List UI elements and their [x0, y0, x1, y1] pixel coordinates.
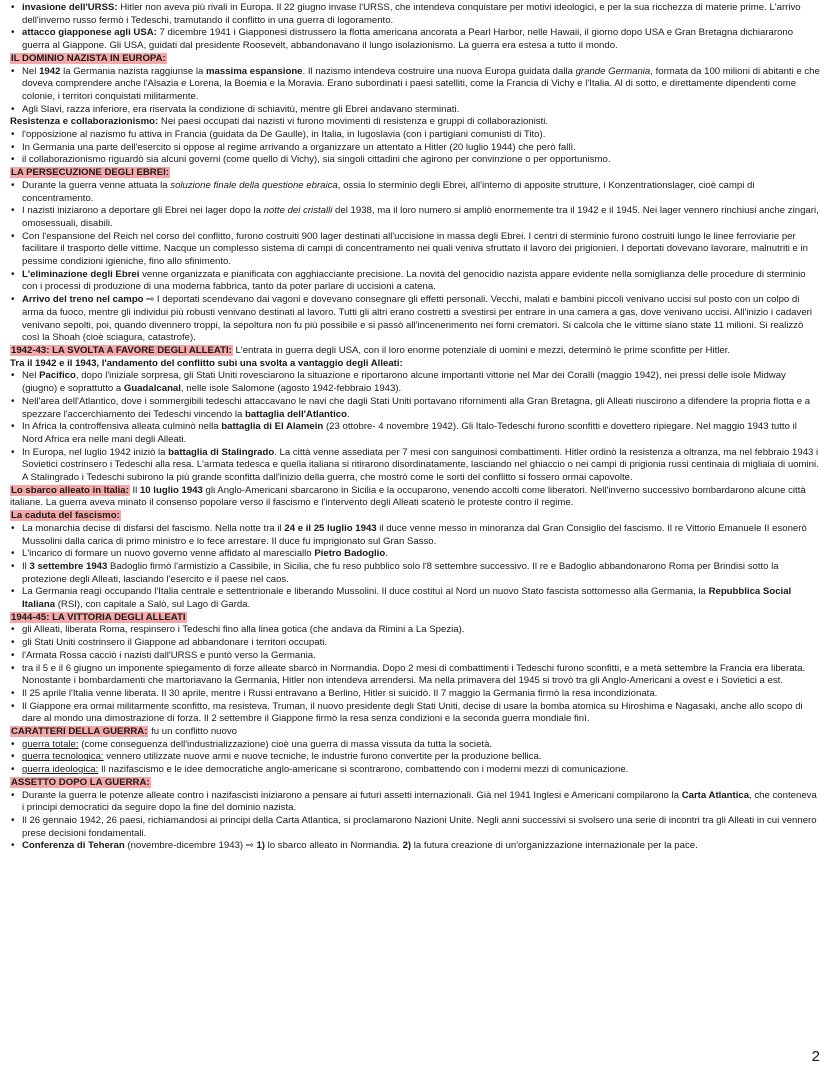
text-run: (novembre-dicembre 1943) ⇨ — [124, 840, 257, 852]
bullet-item-p18 — [10, 421, 820, 446]
bullet-item-p29 — [10, 688, 820, 701]
bullet-item-p35 — [10, 815, 820, 840]
text-run: I nazisti iniziarono a deportare gli Ebrei nei lager dopo la — [22, 205, 264, 217]
bullet-item-p9 — [10, 180, 820, 205]
text-run: il duce venne messo in minoranza dal Gran Consiglio del fascismo. Il re Vittorio Emanuele II esonerò Mussolini dalla carica di primo ministro e lo fece arrestare. Il duce fu imprigionato sul Gran Sasso. — [22, 522, 807, 547]
paragraph-h5 — [10, 726, 820, 739]
text-run: , formata da 100 milioni di abitanti e che doveva comprendere anche l'Alsazia e Lorena, la Boemia e la Moravia. Erano subordinati i paesi satelliti, come la Francia di Vichy e l'Italia. Al di sotto, e direttamente dipendenti come colonie, i territori conquistati militarmente. — [22, 65, 820, 102]
paragraph-h1 — [10, 53, 820, 66]
bullet-item-p8 — [10, 154, 820, 167]
text-run: 7 dicembre 1941 i Giapponesi distrussero la flotta americana ancorata a Pearl Harbor, nelle Hawaii, il giorno dopo USA e Gran Bretagna dichiararono guerra al Giappone. Gli USA, guidati dal presidente Roosevelt, abbandonavano il lungo isolazionismo. La guerra era estesa a tutto il mondo. — [22, 27, 794, 52]
text-run: . — [385, 548, 388, 560]
underlined-term: guerra ideologica: — [22, 764, 99, 776]
bold-text: Guadalcanal — [123, 383, 181, 395]
text-run: Il 25 aprile l'Italia venne liberata. Il 30 aprile, mentre i Russi entravano a Berlino, Hitler si suicidò. Il 7 maggio la Germania firmò la resa incondizionata. — [22, 687, 658, 699]
text-run: , dopo l'iniziale sorpresa, gli Stati Uniti rovesciarono la situazione e riportarono alcune importanti vittorie nel Mar dei Coralli (maggio 1942), nei pressi delle isole Midway (giugno) e soprattutto a — [22, 370, 786, 395]
bullet-item-p17 — [10, 396, 820, 421]
text-run: fu un conflitto nuovo — [148, 726, 237, 738]
bullet-item-p11 — [10, 231, 820, 269]
highlighted-heading: ASSETTO DOPO LA GUERRA: — [11, 776, 150, 788]
bold-text: 24 e il 25 luglio 1943 — [284, 522, 377, 534]
paragraph-h4 — [10, 612, 820, 625]
bullet-item-p30 — [10, 701, 820, 726]
bold-text: Carta Atlantica — [681, 789, 750, 801]
text-run: , ossia lo sterminio degli Ebrei, all'interno di apposite strutture, i Konzentrationslager, cioè campi di concentramento. — [22, 179, 755, 204]
text-run: Il 26 gennaio 1942, 26 paesi, richiamandosi ai principi della Carta Atlantica, si proclamarono Nazioni Unite. Negli anni successivi si svolsero una serie di incontri tra gli Alleati in cui vennero prese decisioni fondamentali. — [22, 815, 817, 839]
text-run: ⇨ I deportati scendevano dai vagoni e dovevano consegnare gli effetti personali. Vecchi, malati e bambini piccoli venivano uccisi sul posto con un colpo di arma da fuoco, mentre gli individui più robusti venivano destinati al lavoro. Tutti gli altri erano costretti a svestirsi per entrare in una camera a gas, dove venivano uccisi. All'inizio i cadaveri venivano sepolti, poi, quando divennero troppi, la sepoltura non fu più possibile e si passò all'incenerimento nei forni crematori. Si calcola che le vittime siano state 11 milioni. Si realizzò così la Shoah (cioè sciagura, catastrofe). — [22, 294, 812, 344]
bullet-item-p24 — [10, 586, 820, 611]
bullet-item-p7 — [10, 142, 820, 155]
bullet-item-p16 — [10, 370, 820, 395]
italic-text: notte dei cristalli — [263, 205, 333, 217]
page-number: 2 — [811, 1048, 820, 1065]
bullet-item-p6 — [10, 129, 820, 142]
bold-text: 1) — [256, 840, 265, 852]
bold-text: battaglia di Stalingrado — [168, 446, 275, 458]
highlighted-heading: Lo sbarco alleato in Italia: — [11, 484, 129, 496]
bold-text: Tra il 1942 e il 1943, l'andamento del conflitto subì una svolta a vantaggio degli Alleati: — [10, 357, 403, 369]
text-run: Il Giappone era ormai militarmente sconfitto, ma resisteva. Truman, il nuovo presidente degli Stati Uniti, decise di usare la bomba atomica su Hiroshima e Nagasaki, anche allo scopo di dare al mondo una dimostrazione di forza. Il 2 settembre il Giappone firmò la resa senza condizioni e la seconda guerra mondiale finì. — [22, 700, 803, 725]
bold-text: battaglia dell'Atlantico — [244, 408, 347, 420]
text-run: gli Alleati, liberata Roma, respinsero i Tedeschi fino alla linea gotica (che andava da Rimini a La Spezia). — [22, 624, 465, 636]
text-run: venne organizzata e pianificata con agghiacciante precisione. La novità del genocidio nazista appare evidente nella somiglianza delle procedure di sterminio con i processi di produzione di una moderna fabbrica, tanto da poter parlare di uccisioni a catena. — [22, 268, 806, 293]
bullet-item-p12 — [10, 269, 820, 294]
bold-text: Repubblica Social Italiana — [22, 586, 792, 611]
bullet-item-p27 — [10, 650, 820, 663]
bullet-item-p21 — [10, 523, 820, 548]
underlined-term: guerra tecnologica: — [22, 751, 104, 763]
bold-text: battaglia di El Alamein — [221, 421, 324, 433]
text-run: (RSI), con capitale a Salò, sul Lago di Garda. — [55, 599, 251, 611]
bold-text: massima espansione — [206, 65, 303, 77]
bullet-item-p4 — [10, 104, 820, 117]
highlighted-heading: 1942-43: LA SVOLTA A FAVORE DEGLI ALLEATI: — [11, 344, 232, 356]
text-run: Il nazifascismo e le idee democratiche anglo-americane si scontrarono, combattendo con i moderni mezzi di comunicazione. — [98, 764, 629, 776]
bold-text: 10 luglio 1943 — [139, 484, 203, 496]
bullet-item-p31 — [10, 739, 820, 752]
bullet-item-p19 — [10, 447, 820, 485]
bold-text: invasione dell'URSS: — [22, 2, 118, 13]
bullet-item-p23 — [10, 561, 820, 586]
text-run: il collaborazionismo riguardò sia alcuni governi (come quello di Vichy), sia singoli cittadini che agirono per convinzione o per opportunismo. — [22, 154, 611, 166]
paragraph-h3 — [10, 510, 820, 523]
bold-text: Resistenza e collaborazionismo: — [10, 116, 159, 128]
bullet-item-p13 — [10, 294, 820, 345]
bold-text: 1942 — [39, 65, 61, 77]
bold-text: L'eliminazione degli Ebrei — [22, 268, 140, 280]
text-run: Nei paesi occupati dai nazisti vi furono movimenti di resistenza e gruppi di collaborazionisti. — [158, 116, 549, 128]
bullet-item-p22 — [10, 548, 820, 561]
bullet-item-p26 — [10, 637, 820, 650]
bullet-item-p33 — [10, 764, 820, 777]
paragraph-p20 — [10, 485, 820, 510]
text-run: , che conteneva i principi democratici da seguire dopo la fine del dominio nazista. — [22, 789, 817, 814]
text-run: l'Armata Rossa cacciò i nazisti dall'URSS e puntò verso la Germania. — [22, 649, 316, 661]
text-run: Nel — [22, 65, 40, 77]
bullet-item-p3 — [10, 66, 820, 104]
paragraph-p15 — [10, 358, 820, 371]
text-run: , nelle isole Salomone (agosto 1942-febbraio 1943). — [180, 383, 402, 395]
bullet-item-p36 — [10, 840, 820, 853]
highlighted-heading: La caduta del fascismo: — [11, 510, 120, 522]
italic-text: soluzione finale della questione ebraica — [170, 179, 338, 191]
bold-text: Pacifico — [39, 370, 76, 382]
text-run: Hitler non aveva più rivali in Europa. Il 22 giugno invase l'URSS, che intendeva conquistare per motivi ideologici, e per la sua ricchezza di materie prime. L'arrivo dell'inverno russo fermò i Tedeschi, tramutando il conflitto in una guerra di logoramento. — [22, 2, 801, 26]
paragraph-p14 — [10, 345, 820, 358]
text-run: La Germania reagì occupando l'Italia centrale e settentrionale e liberando Mussolini. Il duce costituì al Nord un nuovo Stato fascista sottomesso alla Germania, la — [22, 586, 709, 598]
text-run: gli Anglo-Americani sbarcarono in Sicilia e la occuparono, venendo accolti come liberatori. Nell'inverno successivo bombardarono alcune città italiane. La guerra aveva minato il consenso popolare verso il fascismo e l'intervento degli Alleati scatenò le proteste contro il regime. — [10, 484, 806, 509]
text-run: Durante la guerra le potenze alleate contro i nazifascisti iniziarono a pensare ai futuri assetti internazionali. Già nel 1941 Inglesi e Americani compilarono la — [22, 789, 682, 801]
text-run: L'entrata in guerra degli USA, con il loro enorme potenziale di uomini e mezzi, determinò le prime sconfitte per Hitler. — [232, 344, 731, 356]
text-run: In Germania una parte dell'esercito si oppose al regime arrivando a organizzare un attentato a Hitler (20 luglio 1944) che però fallì. — [22, 141, 576, 153]
bold-text: attacco giapponese agli USA: — [22, 27, 157, 39]
text-run: Agli Slavi, razza inferiore, era riservata la condizione di schiavitù, mentre gli Ebrei andavano sterminati. — [22, 103, 460, 115]
text-run: la Germania nazista raggiunse la — [60, 65, 206, 77]
text-run: l'opposizione al nazismo fu attiva in Francia (guidata da De Gaulle), in Italia, in Iugoslavia (con i partigiani comunisti di Tito). — [22, 129, 546, 141]
bold-text: 3 settembre 1943 — [29, 560, 108, 572]
highlighted-heading: LA PERSECUZIONE DEGLI EBREI: — [11, 167, 169, 179]
text-run: Il — [129, 484, 140, 496]
bullet-item-p34 — [10, 790, 820, 815]
underlined-term: guerra totale: — [22, 738, 79, 750]
text-run: La monarchia decise di disfarsi del fascismo. Nella notte tra il — [22, 522, 285, 534]
bold-text: Arrivo del treno nel campo — [22, 294, 144, 306]
text-run: . Il nazismo intendeva costruire una nuova Europa guidata dalla — [302, 65, 576, 77]
text-run: In Africa la controffensiva alleata culminò nella — [22, 421, 222, 433]
bullet-item-p28 — [10, 663, 820, 688]
paragraph-p5 — [10, 116, 820, 129]
text-run: lo sbarco alleato in Normandia. — [265, 840, 403, 852]
bullet-item-p32 — [10, 751, 820, 764]
text-run: (23 ottobre- 4 novembre 1942). Gli Italo-Tedeschi furono sconfitti e dovettero ripiegare. Nel maggio 1943 tutto il Nord Africa era nelle mani degli Alleati. — [22, 421, 797, 445]
document-page — [10, 2, 820, 853]
text-run: (come conseguenza dell'industrializzazione) cioè una guerra di massa vissuta da tutta la società. — [78, 738, 493, 750]
text-run: Con l'espansione del Reich nel corso del conflitto, furono costruiti 900 lager destinati all'uccisione in massa degli Ebrei. I centri di sterminio furono costruiti lungo le linee ferroviarie per facilitare il trasporto delle vittime. Nacque un complesso sistema di campi di concentramento nei quali veniva sfruttato il lavoro dei prigionieri. I deportati dovevano lavorare, malnutriti e in pessime condizioni igieniche, fino allo sfinimento. — [22, 230, 809, 268]
text-run: Il — [22, 560, 30, 572]
text-run: L'incarico di formare un nuovo governo venne affidato al maresciallo — [22, 548, 315, 560]
paragraph-h2 — [10, 167, 820, 180]
bullet-item-p2 — [10, 27, 820, 52]
text-run: . La città venne assediata per 7 mesi con sanguinosi combattimenti. Hitler ordinò la resistenza a oltranza, ma nel febbraio 1943 i Sovietici costrinsero i Tedeschi alla resa. L'armata tedesca e quella italiana si ritirarono disordinatamente, lasciando nel ghiaccio o nei campi di prigionia russi centinaia di migliaia di uomini. A Stalingrado i Tedeschi subirono la più grande sconfitta dall'inizio della guerra, che mostrò come le sorti del conflitto si fossero ormai capovolte. — [22, 446, 819, 484]
text-run: gli Stati Uniti costrinsero il Giappone ad abbandonare i territori occupati. — [22, 637, 328, 649]
bold-text: 2) — [402, 840, 412, 852]
highlighted-heading: 1944-45: LA VITTORIA DEGLI ALLEATI — [11, 611, 186, 623]
text-run: tra il 5 e il 6 giugno un imponente spiegamento di forze alleate sbarcò in Normandia. Dopo 2 mesi di combattimenti i Tedeschi furono sconfitti, e a metà settembre la Francia era liberata. Nonostante i bombardamenti che martoriavano la Germania, Hitler non intendeva arrendersi. Ma nella primavera del 1945 si trovò tra gli Anglo-Americani a ovest e i Sovietici a est. — [22, 662, 806, 687]
text-run: In Europa, nel luglio 1942 iniziò la — [22, 446, 169, 458]
text-run: Nel — [22, 370, 40, 382]
italic-text: grande Germania — [575, 65, 651, 77]
bold-text: Pietro Badoglio — [314, 548, 386, 560]
text-run: Badoglio firmò l'armistizio a Cassibile, in Sicilia, che fu reso pubblico solo l'8 settembre successivo. Il re e Badoglio abbandonarono Roma per Brindisi sotto la protezione degli Alleati, lasciando l'esercito e il paese nel caos. — [22, 560, 779, 585]
text-run: Durante la guerra venne attuata la — [22, 179, 171, 191]
highlighted-heading: CARATTERI DELLA GUERRA: — [11, 726, 148, 738]
text-run: vennero utilizzate nuove armi e nuove tecniche, le industrie furono convertite per la produzione bellica. — [103, 751, 542, 763]
text-run: del 1938, ma il loro numero si ampliò enormemente tra il 1942 e il 1945. Nei lager vennero rinchiusi anche zingari, omosessuali, disabili. — [22, 205, 819, 229]
paragraph-h6 — [10, 777, 820, 790]
bullet-item-p1 — [10, 2, 820, 27]
bold-text: Conferenza di Teheran — [22, 840, 125, 852]
bullet-item-p10 — [10, 205, 820, 230]
bullet-item-p25 — [10, 624, 820, 637]
text-run: la futura creazione di un'organizzazione internazionale per la pace. — [411, 840, 698, 852]
text-run: . — [346, 408, 350, 420]
highlighted-heading: IL DOMINIO NAZISTA IN EUROPA: — [11, 52, 166, 64]
text-run: Nell'area dell'Atlantico, dove i sommergibili tedeschi attaccavano le navi che dagli Stati Uniti portavano rifornimenti alla Gran Bretagna, gli Alleati riuscirono a difendere la propria flotta e a spezzare l'accerchiamento dei Tedeschi vincendo la — [22, 395, 811, 420]
